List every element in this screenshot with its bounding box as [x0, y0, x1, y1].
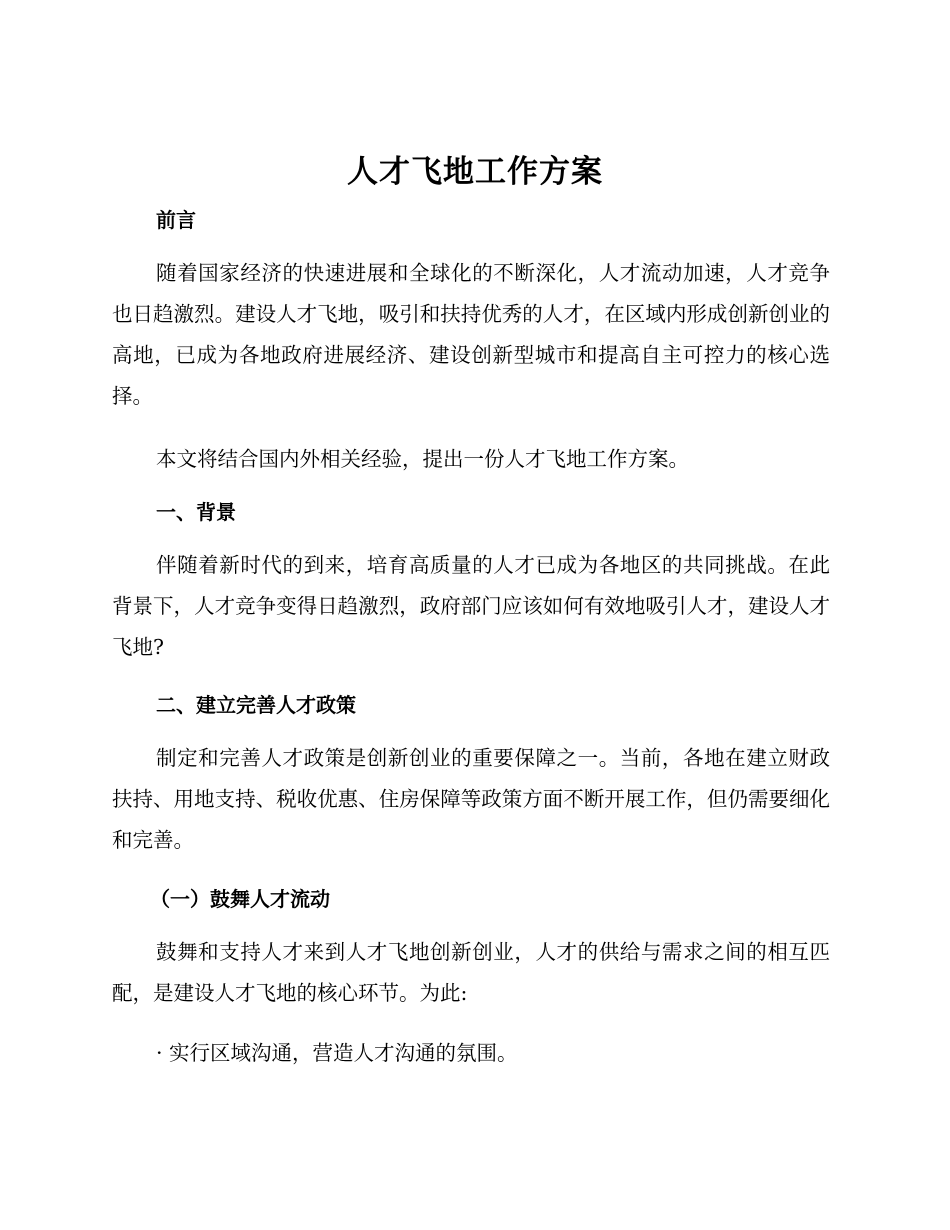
section-1-paragraph: 伴随着新时代的到来，培育高质量的人才已成为各地区的共同挑战。在此背景下，人才竞争变得日趋激烈，政府部门应该如何有效地吸引人才，建设人才飞地? — [112, 553, 830, 659]
preface-heading: 前言 — [156, 208, 196, 232]
section-1-heading: 一、背景 — [156, 500, 236, 524]
preface-paragraph-2: 本文将结合国内外相关经验，提出一份人才飞地工作方案。 — [156, 447, 689, 471]
preface-paragraph-1: 随着国家经济的快速进展和全球化的不断深化，人才流动加速，人才竞争也日趋激烈。建设人才飞地，吸引和扶持优秀的人才，在区域内形成创新创业的高地，已成为各地政府进展经济、建设创新型城市和提高自主可控力的核心选择。 — [112, 261, 830, 408]
document-title: 人才飞地工作方案 — [347, 154, 603, 190]
subsection-1-heading: （一）鼓舞人才流动 — [150, 887, 330, 911]
section-2-paragraph: 制定和完善人才政策是创新创业的重要保障之一。当前，各地在建立财政扶持、用地支持、税收优惠、住房保障等政策方面不断开展工作，但仍需要细化和完善。 — [112, 746, 830, 852]
bullet-item: · 实行区域沟通，营造人才沟通的氛围。 — [156, 1041, 518, 1065]
section-2-heading: 二、建立完善人才政策 — [156, 693, 356, 717]
subsection-1-paragraph: 鼓舞和支持人才来到人才飞地创新创业，人才的供给与需求之间的相互匹配，是建设人才飞地的核心环节。为此: — [112, 940, 830, 1005]
